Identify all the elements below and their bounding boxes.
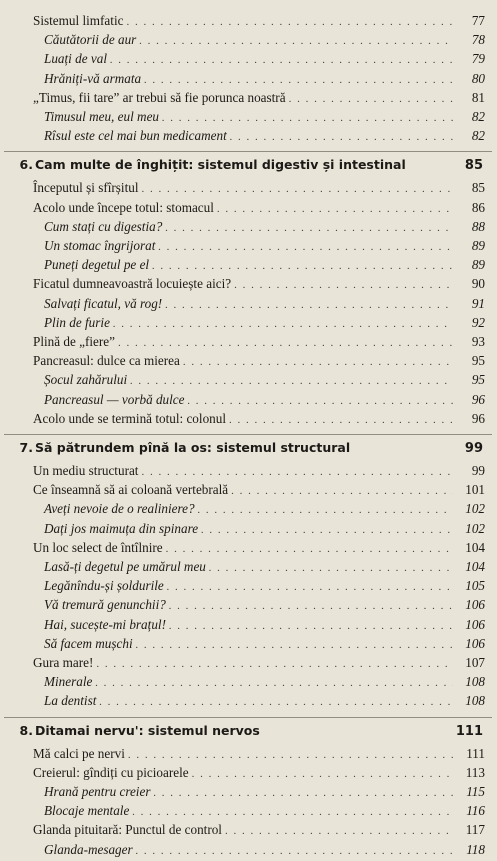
dot-leader — [201, 521, 453, 540]
entry-page-number: 82 — [471, 109, 485, 124]
toc-subsection-entry — [0, 294, 497, 313]
entry-title: Timusul meu, eul meu — [44, 109, 160, 124]
toc-subsection-entry — [0, 634, 497, 653]
dot-leader — [139, 32, 453, 51]
chapter-title: Cam multe de înghițit: sistemul digestiv și intestinal — [35, 157, 406, 173]
dot-leader — [165, 296, 453, 315]
entry-title: Cum stați cu digestia? — [44, 218, 163, 234]
entry-title: Glanda-mesager — [44, 841, 133, 857]
dot-leader — [130, 372, 453, 391]
entry-page-number: 102 — [465, 520, 485, 536]
dot-leader — [158, 238, 453, 257]
toc-subsection-entry — [0, 801, 497, 820]
toc-section-entry — [0, 198, 497, 217]
toc-subsection-entry — [0, 595, 497, 614]
entry-page-number: 77 — [471, 13, 485, 28]
chapter-title: Să pătrundem pînă la os: sistemul structural — [35, 440, 351, 455]
dot-leader — [169, 597, 453, 616]
toc-section-entry — [0, 763, 497, 782]
entry-title: Creierul: gîndiți cu picioarele — [33, 764, 189, 780]
toc-chapter-heading — [0, 437, 497, 459]
dot-leader — [231, 482, 453, 501]
chapter-page-number: 111 — [455, 723, 483, 739]
entry-title: Acolo unde începe totul: stomacul — [33, 199, 214, 215]
chapter-page-number: 85 — [464, 158, 483, 174]
toc-subsection-entry — [0, 236, 497, 255]
dot-leader — [289, 90, 453, 109]
entry-title: Luați de val — [44, 51, 108, 67]
toc-subsection-entry — [0, 370, 497, 389]
dot-leader — [188, 392, 453, 411]
toc-subsection-entry — [0, 255, 497, 274]
dot-leader — [99, 693, 453, 712]
dot-leader — [95, 674, 453, 693]
entry-title: Să facem mușchi — [44, 635, 133, 651]
entry-page-number: 93 — [471, 334, 485, 349]
toc-section-entry — [0, 820, 497, 839]
entry-page-number: 117 — [465, 822, 485, 838]
entry-page-number: 95 — [471, 353, 485, 369]
entry-page-number: 104 — [465, 559, 485, 574]
dot-leader — [113, 315, 453, 334]
toc-subsection-entry — [0, 557, 497, 576]
dot-leader — [128, 746, 453, 765]
entry-page-number: 78 — [471, 32, 485, 48]
toc-section-entry — [0, 538, 497, 557]
dot-leader — [229, 411, 453, 430]
dot-leader — [234, 276, 453, 295]
entry-page-number: 80 — [471, 70, 485, 86]
entry-page-number: 96 — [471, 391, 485, 407]
entry-page-number: 106 — [465, 635, 485, 651]
dot-leader — [141, 463, 453, 482]
entry-page-number: 105 — [465, 578, 485, 594]
entry-page-number: 115 — [466, 784, 485, 799]
entry-title: Salvați ficatul, vă rog! — [44, 295, 163, 311]
entry-page-number: 113 — [465, 764, 485, 780]
toc-section-entry — [0, 88, 497, 107]
dot-leader — [152, 257, 453, 276]
entry-page-number: 90 — [471, 276, 485, 292]
entry-title: Începutul și sfîrșitul — [33, 180, 139, 196]
dot-leader — [192, 765, 453, 784]
toc-subsection-entry — [0, 313, 497, 332]
dot-leader — [136, 842, 453, 861]
dot-leader — [126, 13, 453, 32]
chapter-divider — [4, 434, 492, 435]
toc-subsection-entry — [0, 390, 497, 409]
toc-section-entry — [0, 480, 497, 499]
entry-page-number: 96 — [471, 410, 485, 426]
toc-subsection-entry — [0, 499, 497, 518]
entry-page-number: 116 — [466, 803, 485, 819]
entry-title: La dentist — [44, 693, 97, 709]
toc-subsection-entry — [0, 782, 497, 801]
entry-title: Pancreasul: dulce ca mierea — [33, 353, 180, 369]
entry-title: Hai, sucește-mi brațul! — [44, 616, 166, 632]
toc-section-entry — [0, 351, 497, 370]
dot-leader — [217, 200, 453, 219]
dot-leader — [167, 578, 453, 597]
entry-title: „Timus, fii tare” ar trebui să fie porunca noastră — [33, 89, 286, 105]
entry-title: Șocul zahărului — [44, 372, 128, 388]
dot-leader — [144, 71, 453, 90]
entry-title: Căutătorii de aur — [44, 32, 137, 48]
entry-title: Gura mare! — [33, 655, 94, 670]
dot-leader — [110, 51, 453, 70]
entry-title: Plin de furie — [44, 314, 110, 330]
entry-title: Mă calci pe nervi — [33, 745, 125, 761]
entry-title: Minerale — [44, 674, 93, 690]
toc-subsection-entry — [0, 49, 497, 68]
toc-section-entry — [0, 178, 497, 197]
dot-leader — [198, 501, 453, 520]
entry-title: Legănîndu-și șoldurile — [44, 578, 164, 594]
toc-section-entry — [0, 332, 497, 351]
entry-page-number: 86 — [471, 199, 485, 215]
chapter-number: 6. — [19, 157, 33, 173]
toc-section-entry — [0, 274, 497, 293]
entry-title: Un loc select de întîlnire — [33, 539, 163, 555]
toc-section-entry — [0, 653, 497, 672]
entry-page-number: 102 — [465, 501, 485, 517]
dot-leader — [183, 353, 453, 372]
entry-page-number: 118 — [466, 841, 485, 857]
entry-page-number: 88 — [471, 218, 485, 234]
entry-title: Puneți degetul pe el — [44, 257, 150, 273]
dot-leader — [225, 822, 453, 841]
entry-title: Glanda pituitară: Punctul de control — [33, 822, 222, 838]
toc-section-entry — [0, 409, 497, 428]
chapter-number: 8. — [19, 722, 33, 738]
entry-title: Hrăniți-vă armata — [44, 70, 142, 86]
entry-page-number: 106 — [465, 616, 485, 632]
toc-section-entry — [0, 744, 497, 763]
entry-title: Aveți nevoie de o realiniere? — [44, 501, 195, 517]
dot-leader — [162, 109, 453, 128]
dot-leader — [96, 655, 453, 674]
dot-leader — [165, 219, 453, 238]
entry-page-number: 89 — [471, 257, 485, 273]
entry-page-number: 106 — [465, 597, 485, 613]
entry-title: Ce înseamnă să ai coloană vertebrală — [33, 482, 229, 498]
entry-page-number: 95 — [471, 372, 485, 388]
entry-page-number: 79 — [471, 51, 485, 67]
entry-page-number: 111 — [466, 745, 485, 761]
entry-title: Un stomac îngrijorat — [44, 238, 156, 253]
entry-title: Rîsul este cel mai bun medicament — [44, 128, 227, 144]
toc-subsection-entry — [0, 691, 497, 710]
dot-leader — [166, 540, 453, 559]
entry-page-number: 82 — [471, 128, 485, 144]
entry-title: Lasă-ți degetul pe umărul meu — [44, 559, 206, 574]
dot-leader — [209, 559, 453, 578]
entry-title: Un mediu structurat — [33, 463, 139, 478]
toc-subsection-entry — [0, 217, 497, 236]
entry-title: Hrană pentru creier — [44, 784, 151, 799]
entry-page-number: 92 — [471, 314, 485, 330]
entry-page-number: 81 — [471, 89, 485, 105]
dot-leader — [153, 784, 453, 803]
entry-title: Blocaje mentale — [44, 803, 130, 819]
chapter-number: 7. — [19, 440, 33, 455]
dot-leader — [118, 334, 453, 353]
toc-section-entry — [0, 11, 497, 30]
dot-leader — [169, 617, 453, 636]
entry-page-number: 107 — [465, 655, 485, 670]
entry-page-number: 104 — [465, 539, 485, 555]
toc-chapter-heading — [0, 154, 497, 176]
toc-subsection-entry — [0, 672, 497, 691]
entry-page-number: 108 — [465, 674, 485, 690]
entry-page-number: 89 — [471, 238, 485, 253]
toc-subsection-entry — [0, 107, 497, 126]
toc-section-entry — [0, 461, 497, 480]
entry-title: Pancreasul — vorbă dulce — [44, 391, 185, 407]
dot-leader — [132, 803, 453, 822]
entry-title: Acolo unde se termină totul: colonul — [33, 410, 227, 426]
entry-page-number: 101 — [465, 482, 485, 498]
entry-title: Vă tremură genunchii? — [44, 597, 166, 613]
dot-leader — [230, 128, 453, 147]
toc-subsection-entry — [0, 69, 497, 88]
entry-page-number: 85 — [471, 180, 485, 196]
entry-title: Plină de „fiere” — [33, 334, 116, 349]
entry-page-number: 108 — [465, 693, 485, 709]
chapter-divider — [4, 717, 492, 718]
entry-title: Sistemul limfatic — [33, 13, 124, 28]
toc-subsection-entry — [0, 126, 497, 145]
toc-subsection-entry — [0, 519, 497, 538]
entry-page-number: 91 — [471, 295, 485, 311]
toc-chapter-heading — [0, 720, 497, 742]
entry-title: Ficatul dumneavoastră locuiește aici? — [33, 276, 232, 292]
toc-subsection-entry — [0, 30, 497, 49]
dot-leader — [142, 180, 454, 199]
toc-subsection-entry — [0, 615, 497, 634]
entry-page-number: 99 — [471, 463, 485, 478]
toc-subsection-entry — [0, 840, 497, 859]
chapter-divider — [4, 151, 492, 152]
chapter-page-number: 99 — [464, 441, 483, 456]
dot-leader — [136, 636, 453, 655]
chapter-title: Ditamai nervu': sistemul nervos — [35, 722, 260, 738]
toc-subsection-entry — [0, 576, 497, 595]
entry-title: Dați jos maimuța din spinare — [44, 520, 199, 536]
